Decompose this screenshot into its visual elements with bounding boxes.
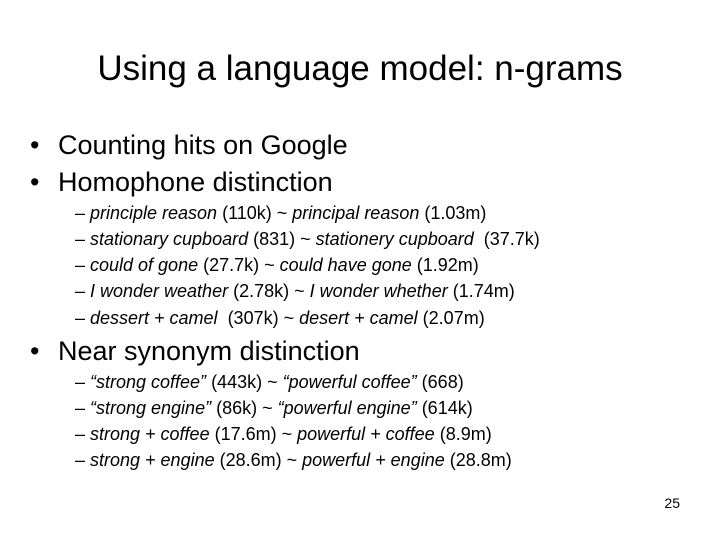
dash-marker: – (75, 229, 86, 249)
sub-item-text (90, 369, 464, 395)
bullet-text: Homophone distinction (58, 167, 333, 197)
sub-item-text (90, 421, 492, 447)
count-b: (37.7k) (473, 229, 540, 249)
phrase-a: principle reason (90, 203, 218, 223)
count-b: (1.03m) (419, 203, 487, 223)
sub-item-text (90, 226, 540, 252)
count-a: (27.7k) ~ (198, 255, 280, 275)
bullet-text: Counting hits on Google (58, 130, 348, 160)
count-b: (28.8m) (444, 450, 512, 470)
dash-marker: – (75, 398, 86, 418)
phrase-a: stationary cupboard (90, 229, 249, 249)
sub-item-text (90, 447, 512, 473)
count-a: (2.78k) ~ (228, 281, 310, 301)
count-b: (2.07m) (417, 308, 485, 328)
count-a: (86k) ~ (211, 398, 278, 418)
sub-item-text (90, 395, 473, 421)
phrase-b: I wonder whether (309, 281, 448, 301)
phrase-b: powerful + engine (302, 450, 445, 470)
phrase-b: “powerful coffee” (282, 372, 417, 392)
bullet-homophone-distinction (30, 164, 333, 200)
phrase-b: principal reason (292, 203, 420, 223)
dash-marker: – (75, 372, 86, 392)
dash-marker: – (75, 203, 86, 223)
count-a: (443k) ~ (206, 372, 283, 392)
sub-item (75, 200, 486, 226)
dash-marker: – (75, 450, 86, 470)
dash-marker: – (75, 308, 86, 328)
bullet-dot: • (30, 336, 40, 366)
phrase-b: could have gone (279, 255, 412, 275)
count-b: (614k) (416, 398, 473, 418)
dash-marker: – (75, 255, 86, 275)
count-b: (668) (416, 372, 464, 392)
count-b: (1.92m) (411, 255, 479, 275)
phrase-a: I wonder weather (90, 281, 229, 301)
phrase-b: stationery cupboard (315, 229, 474, 249)
count-b: (8.9m) (434, 424, 492, 444)
count-b: (1.74m) (447, 281, 515, 301)
sub-item (75, 305, 485, 331)
count-a: (831) ~ (248, 229, 316, 249)
bullet-dot: • (30, 167, 40, 197)
sub-item (75, 226, 540, 252)
bullet-text: Near synonym distinction (58, 336, 360, 366)
phrase-b: “powerful engine” (277, 398, 417, 418)
phrase-a: “strong coffee” (90, 372, 207, 392)
sub-item (75, 395, 473, 421)
dash-marker: – (75, 281, 86, 301)
phrase-a: “strong engine” (90, 398, 212, 418)
sub-item-text (90, 278, 515, 304)
bullet-near-synonym-distinction (30, 333, 360, 369)
phrase-a: strong + coffee (90, 424, 210, 444)
sub-item (75, 278, 515, 304)
page-number: 25 (664, 495, 680, 511)
bullet-counting-hits (30, 127, 348, 163)
phrase-b: desert + camel (299, 308, 418, 328)
count-a: (17.6m) ~ (209, 424, 298, 444)
phrase-a: strong + engine (90, 450, 215, 470)
sub-item (75, 421, 492, 447)
sub-item (75, 369, 464, 395)
sub-item-text (90, 305, 485, 331)
phrase-a: could of gone (90, 255, 199, 275)
dash-marker: – (75, 424, 86, 444)
count-a: (307k) ~ (217, 308, 300, 328)
sub-item-text (90, 200, 486, 226)
phrase-b: powerful + coffee (297, 424, 435, 444)
bullet-dot: • (30, 130, 40, 160)
phrase-a: dessert + camel (90, 308, 218, 328)
count-a: (28.6m) ~ (214, 450, 303, 470)
sub-item (75, 252, 479, 278)
count-a: (110k) ~ (217, 203, 293, 223)
slide-title: Using a language model: n-grams (97, 49, 623, 88)
sub-item (75, 447, 512, 473)
sub-item-text (90, 252, 479, 278)
